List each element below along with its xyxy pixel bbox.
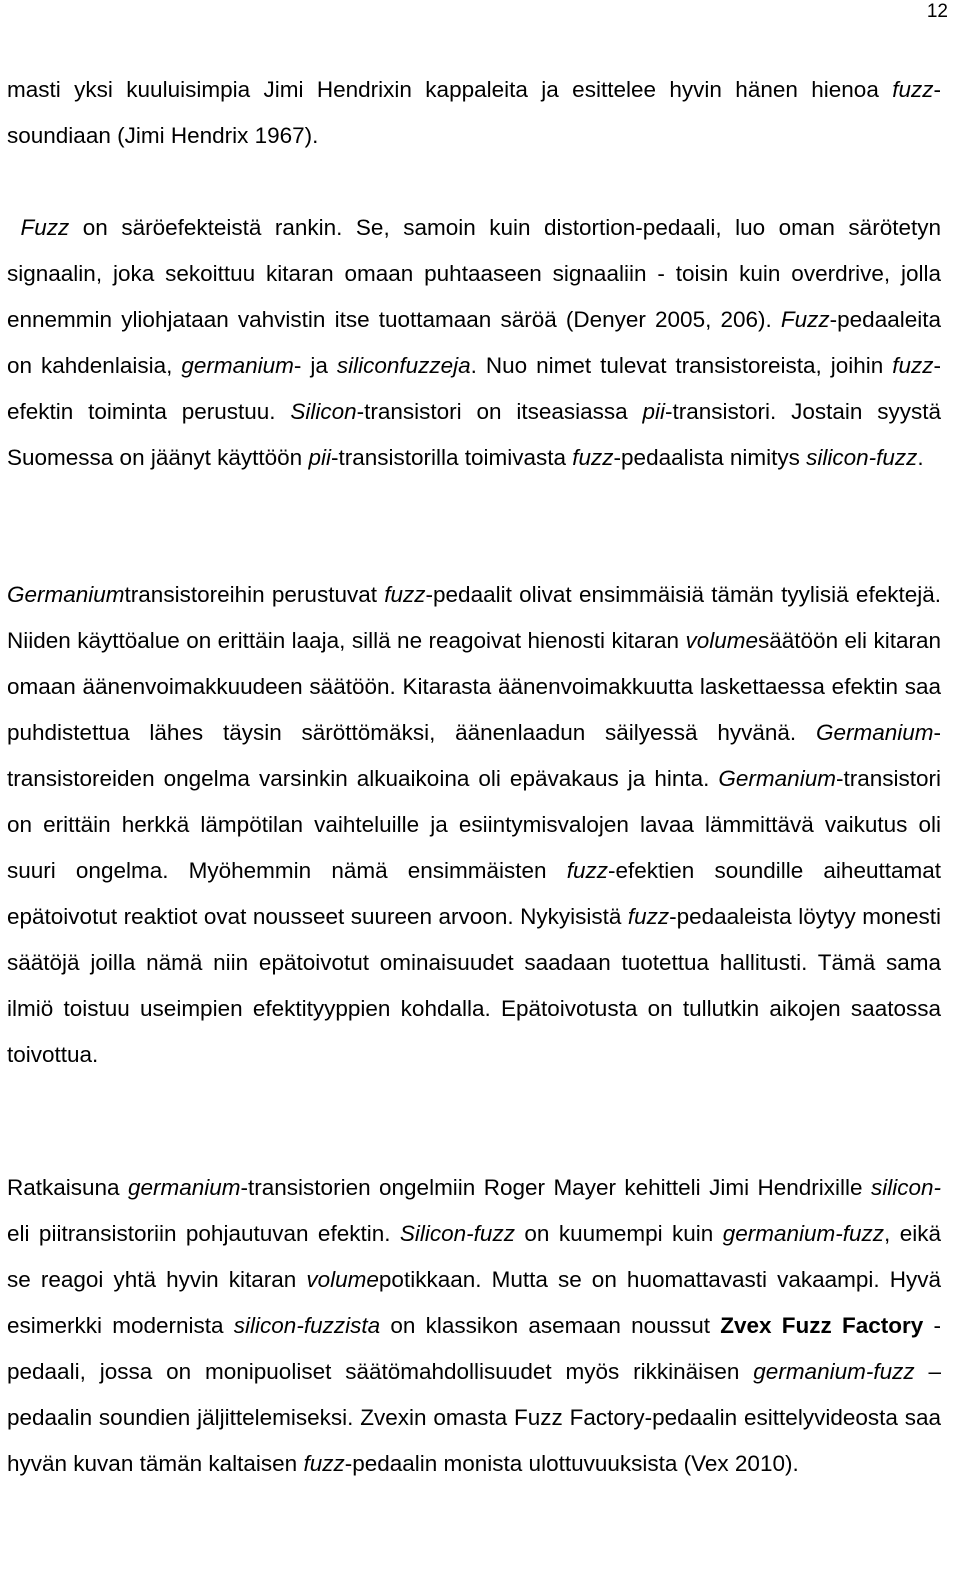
paragraph-germanium-fuzz xyxy=(7,572,941,1078)
italic-term: pii xyxy=(642,399,666,424)
text-run: -efektin toiminta perustuu. xyxy=(7,353,941,424)
italic-term: volume xyxy=(306,1267,379,1292)
text-run: on klassikon asemaan noussut xyxy=(380,1313,721,1338)
italic-term: germanium-fuzz xyxy=(753,1359,915,1384)
italic-term: fuzz xyxy=(303,1451,345,1476)
italic-term: fuzz xyxy=(566,858,608,883)
text-run: -transistori on itseasiassa xyxy=(356,399,643,424)
italic-term: Silicon-fuzz xyxy=(399,1221,515,1246)
italic-term: Germanium xyxy=(815,720,934,745)
italic-term: silicon-fuzzista xyxy=(233,1313,381,1338)
text-run: -transistori. Jostain syystä Suomessa on jäänyt käyttöön xyxy=(7,399,941,470)
paragraph-intro-end xyxy=(7,67,941,159)
italic-term: fuzz xyxy=(627,904,670,929)
text-run: -pedaalista nimitys xyxy=(613,445,807,470)
italic-term: silicon-fuzz xyxy=(806,445,918,470)
italic-term: Fuzz xyxy=(780,307,830,332)
italic-term: Germanium xyxy=(7,582,125,607)
italic-term: siliconfuzz xyxy=(336,353,441,378)
text-run: . xyxy=(917,445,924,470)
text-run: -soundiaan (Jimi Hendrix 1967). xyxy=(7,77,941,148)
text-run: Ratkaisuna xyxy=(7,1175,128,1200)
italic-term: Fuzz xyxy=(20,215,70,240)
paragraph-silicon-fuzz xyxy=(7,1165,941,1487)
text-run: on säröefekteistä rankin. Se, samoin kuin distortion-pedaali, luo oman särötetyn signaalin, joka sekoittuu kitaran omaan puhtaaseen signaaliin - toisin kuin overdrive, jolla ennemmin yliohjataan vahvistin itse tuottamaan säröä (Denyer 2005, 206). xyxy=(7,215,941,332)
italic-term: silicon- xyxy=(870,1175,941,1200)
italic-term: Germanium xyxy=(718,766,836,791)
text-run: -pedaaleita on kahdenlaisia, xyxy=(7,307,941,378)
text-run: -pedaalit olivat ensimmäisiä tämän tyylisiä efektejä. Niiden käyttöalue on erittäin laaja, sillä ne reagoivat hienosti kitaran xyxy=(7,582,941,653)
italic-term: fuzz xyxy=(892,77,934,102)
text-run xyxy=(7,215,21,240)
text-run: on kuumempi kuin xyxy=(514,1221,723,1246)
text-run: , eikä se reagoi yhtä hyvin kitaran xyxy=(7,1221,941,1292)
text-run: transistoreihin perustuvat xyxy=(124,582,385,607)
italic-term: eja xyxy=(440,353,471,378)
text-run: säätöön eli kitaran omaan äänenvoimakkuudeen säätöön. Kitarasta äänenvoimakkuutta laskettaessa efektin saa puhdistettua lähes täysin säröttömäksi, äänenlaadun säilyessä hyvänä. xyxy=(7,628,941,745)
italic-term: fuzz xyxy=(892,353,934,378)
italic-term: germanium xyxy=(181,353,294,378)
text-run: -pedaali, jossa on monipuoliset säätömahdollisuudet myös rikkinäisen xyxy=(7,1313,941,1384)
text-run: potikkaan. Mutta se on huomattavasti vakaampi. Hyvä esimerkki modernista xyxy=(7,1267,941,1338)
text-run: –pedaalin soundien jäljittelemiseksi. Zvexin omasta Fuzz Factory-pedaalin esittelyvideosta saa hyvän kuvan tämän kaltaisen xyxy=(7,1359,942,1476)
paragraph-fuzz-definition xyxy=(7,205,941,481)
italic-term: fuzz xyxy=(384,582,426,607)
italic-term: volume xyxy=(685,628,759,653)
text-run: -transistori on erittäin herkkä lämpötilan vaihteluille ja esiintymisvalojen lavaa lämmittävä vaikutus oli suuri ongelma. Myöhemmin nämä ensimmäisten xyxy=(7,766,941,883)
text-run: -transistoreiden ongelma varsinkin alkuaikoina oli epävakaus ja hinta. xyxy=(7,720,941,791)
italic-term: germanium-fuzz xyxy=(722,1221,885,1246)
bold-term: Zvex Fuzz Factory xyxy=(720,1313,924,1338)
italic-term: pii xyxy=(308,445,331,470)
italic-term: germanium xyxy=(128,1175,241,1200)
text-run: -transistorilla toimivasta xyxy=(330,445,573,470)
text-run: -transistorien ongelmiin Roger Mayer kehitteli Jimi Hendrixille xyxy=(240,1175,871,1200)
text-run: -pedaalin monista ulottuvuuksista (Vex 2010). xyxy=(344,1451,799,1476)
page-number: 12 xyxy=(926,1,948,22)
text-run: . Nuo nimet tulevat transistoreista, joihin xyxy=(470,353,893,378)
text-run: -efektien soundille aiheuttamat epätoivotut reaktiot ovat nousseet suureen arvoon. Nykyisistä xyxy=(7,858,941,929)
text-run: eli piitransistoriin pohjautuvan efektin. xyxy=(7,1221,400,1246)
text-run: - ja xyxy=(293,353,337,378)
italic-term: Silicon xyxy=(290,399,357,424)
text-run: -pedaaleista löytyy monesti säätöjä joilla nämä niin epätoivotut ominaisuudet saadaan tuotettua hallitusti. Tämä sama ilmiö toistuu useimpien efektityyppien kohdalla. Epätoivotusta on tullutkin aikojen saatossa toivottua. xyxy=(7,904,941,1067)
italic-term: fuzz xyxy=(572,445,614,470)
text-run: masti yksi kuuluisimpia Jimi Hendrixin kappaleita ja esittelee hyvin hänen hienoa xyxy=(7,77,893,102)
